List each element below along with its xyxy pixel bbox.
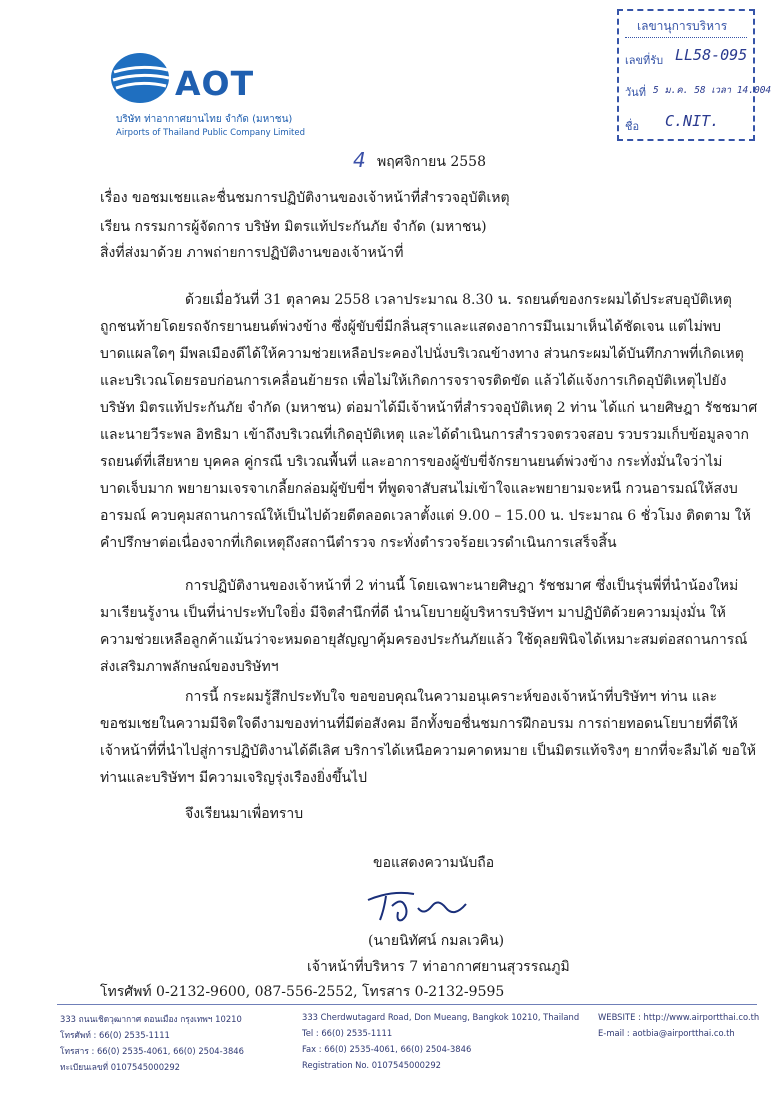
footer-line: โทรสาร : 66(0) 2535-4061, 66(0) 2504-3846 — [60, 1046, 244, 1056]
paragraph-line: และบริเวณโดยรอบก่อนการเคลื่อนย้ายรถ เพื่อไม่ให้เกิดการจราจรติดขัด แล้วได้แจ้งการเกิดอุบัติเหตุไปยัง — [100, 373, 727, 389]
paragraph-line: บริษัท มิตรแท้ประกันภัย จำกัด (มหาชน) ต่อมาได้มีเจ้าหน้าที่สำรวจอุบัติเหตุ 2 ท่าน ได้แก่ นายศิษฎา รัชชมาศ — [100, 400, 758, 416]
paragraph-line: อารมณ์ ควบคุมสถานการณ์ให้เป็นไปด้วยดีตลอดเวลาตั้งแต่ 9.00 – 15.00 น. ประมาณ 6 ชั่วโมง ติดตาม ให้ — [100, 508, 751, 524]
company-name-thai: บริษัท ท่าอากาศยานไทย จำกัด (มหาชน) — [116, 114, 293, 125]
company-name-english: Airports of Thailand Public Company Limited — [116, 128, 306, 138]
subject-line: เรื่อง ขอชมเชยและชื่นชมการปฏิบัติงานของเจ้าหน้าที่สำรวจอุบัติเหตุ — [100, 190, 510, 206]
recipient-line: เรียน กรรมการผู้จัดการ บริษัท มิตรแท้ประกันภัย จำกัด (มหาชน) — [100, 219, 487, 235]
stamp-row1-value: LL58-095 — [675, 46, 748, 64]
regards-line: ขอแสดงความนับถือ — [373, 855, 495, 871]
paragraph-line: รถยนต์ที่เสียหาย บุคคล คู่กรณี บริเวณพื้นที่ และอาการของผู้ขับขี่จักรยานยนต์พ่วงข้าง กระทั่งมั่นใจว่าไม่ — [100, 454, 723, 470]
paragraph-line: บาดเจ็บมาก พยายามเจรจาเกลี้ยกล่อมผู้ขับขี่ฯ ที่พูดจาสับสนไม่เข้าใจและพยายามจะหนี กวนอารมณ์ให้สงบ — [100, 481, 738, 497]
footer-line: Registration No. 0107545000292 — [302, 1060, 442, 1070]
paragraph-line: ความช่วยเหลือลูกค้าแม้นว่าจะหมดอายุสัญญาคุ้มครองประกันภัยแล้ว ใช้ดุลยพินิจได้เหมาะสมต่อสถานการณ์ — [100, 632, 748, 648]
receiving-stamp — [617, 9, 772, 141]
footer-email: E-mail : aotbia@airportthai.co.th — [598, 1028, 735, 1038]
stamp-row2-label: วันที่ — [625, 86, 646, 99]
footer-line: Tel : 66(0) 2535-1111 — [302, 1028, 393, 1038]
paragraph-line: เจ้าหน้าที่ที่นำไปสู่การปฏิบัติงานได้ดีเลิศ บริการได้เหนือความคาดหมาย เป็นมิตรแท้จริงๆ ยากที่จะลืมได้ ขอให้ — [100, 743, 756, 759]
paragraph-line: ถูกชนท้ายโดยรถจักรยานยนต์พ่วงข้าง ซึ่งผู้ขับขี่มีกลิ่นสุราและแสดงอาการมึนเมาเห็นได้ชัดเจน แต่ไม่พบ — [100, 319, 722, 335]
signature-icon — [362, 886, 482, 926]
paragraph-line: คำปรึกษาต่อเนื่องจากที่เกิดเหตุถึงสถานีตำรวจ กระทั่งตำรวจร้อยเวรดำเนินการเสร็จสิ้น — [100, 535, 617, 551]
paragraph-line: ด้วยเมื่อวันที่ 31 ตุลาคม 2558 เวลาประมาณ 8.30 น. รถยนต์ของกระผมได้ประสบอุบัติเหตุ — [185, 292, 732, 308]
closing-line: จึงเรียนมาเพื่อทราบ — [185, 806, 304, 822]
date-day-handwritten: 4 — [353, 148, 366, 172]
signer-name: (นายนิทัศน์ กมลเวคิน) — [368, 933, 505, 949]
footer-divider — [57, 1004, 757, 1005]
footer-line: 333 Cherdwutagard Road, Don Mueang, Bangkok 10210, Thailand — [302, 1012, 580, 1022]
paragraph-line: ส่งเสริมภาพลักษณ์ของบริษัทฯ — [100, 659, 279, 675]
footer-line: ทะเบียนเลขที่ 0107545000292 — [60, 1062, 181, 1072]
paragraph-line: มาเรียนรู้งาน เป็นที่น่าประทับใจยิ่ง มีจิตสำนึกที่ดี นำนโยบายผู้บริหารบริษัทฯ มาปฏิบัติด้วยความมุ่งมั่น ให้ — [100, 605, 726, 621]
logo-text: AOT — [175, 64, 255, 103]
paragraph-line: บาดแผลใดๆ มีพลเมืองดีได้ให้ความช่วยเหลือประคองไปนั่งบริเวณข้างทาง ส่วนกระผมได้บันทึกภาพที่เกิดเหตุ — [100, 346, 744, 362]
enclosure-line: สิ่งที่ส่งมาด้วย ภาพถ่ายการปฏิบัติงานของเจ้าหน้าที่ — [100, 245, 404, 261]
paragraph-line: การปฏิบัติงานของเจ้าหน้าที่ 2 ท่านนี้ โดยเฉพาะนายศิษฎา รัชชมาศ ซึ่งเป็นรุ่นพี่ที่นำน้องใหม่ — [185, 578, 739, 594]
paragraph-line: การนี้ กระผมรู้สึกประทับใจ ขอขอบคุณในความอนุเคราะห์ของเจ้าหน้าที่บริษัทฯ ท่าน และ — [185, 689, 718, 705]
signer-title: เจ้าหน้าที่บริหาร 7 ท่าอากาศยานสุวรรณภูมิ — [307, 959, 570, 975]
paragraph-line: และนายวีระพล อิทธิมา เข้าถึงบริเวณที่เกิดอุบัติเหตุ และได้ดำเนินการสำรวจตรวจสอบ รวบรวมเก็บข้อมูลจาก — [100, 427, 750, 443]
stamp-row3-value: C.NIT. — [665, 112, 720, 130]
aot-logo-icon — [110, 52, 172, 104]
paragraph-line: ขอชมเชยในความมีจิตใจดีงามของท่านที่มีต่อสังคม อีกทั้งขอชื่นชมการฝึกอบรม การถ่ายทอดนโยบายที่ดีให้ — [100, 716, 738, 732]
footer-line: 333 ถนนเชิดวุฒากาศ ดอนเมือง กรุงเทพฯ 10210 — [60, 1014, 242, 1024]
stamp-row1-label: เลขที่รับ — [625, 54, 664, 67]
footer-website: WEBSITE : http://www.airportthai.co.th — [598, 1012, 760, 1022]
stamp-row3-label: ชื่อ — [625, 120, 640, 133]
footer-line: โทรศัพท์ : 66(0) 2535-1111 — [60, 1030, 170, 1040]
date-text: พฤศจิกายน 2558 — [377, 154, 486, 170]
stamp-row2-value: 5 ม.ค. 58 เวลา 14.004 — [653, 85, 772, 96]
paragraph-line: ท่านและบริษัทฯ มีความเจริญรุ่งเรืองยิ่งขึ้นไป — [100, 770, 367, 786]
contact-line: โทรศัพท์ 0-2132-9600, 087-556-2552, โทรสาร 0-2132-9595 — [100, 984, 505, 1000]
footer-line: Fax : 66(0) 2535-4061, 66(0) 2504-3846 — [302, 1044, 472, 1054]
stamp-title: เลขานุการบริหาร — [637, 19, 728, 33]
